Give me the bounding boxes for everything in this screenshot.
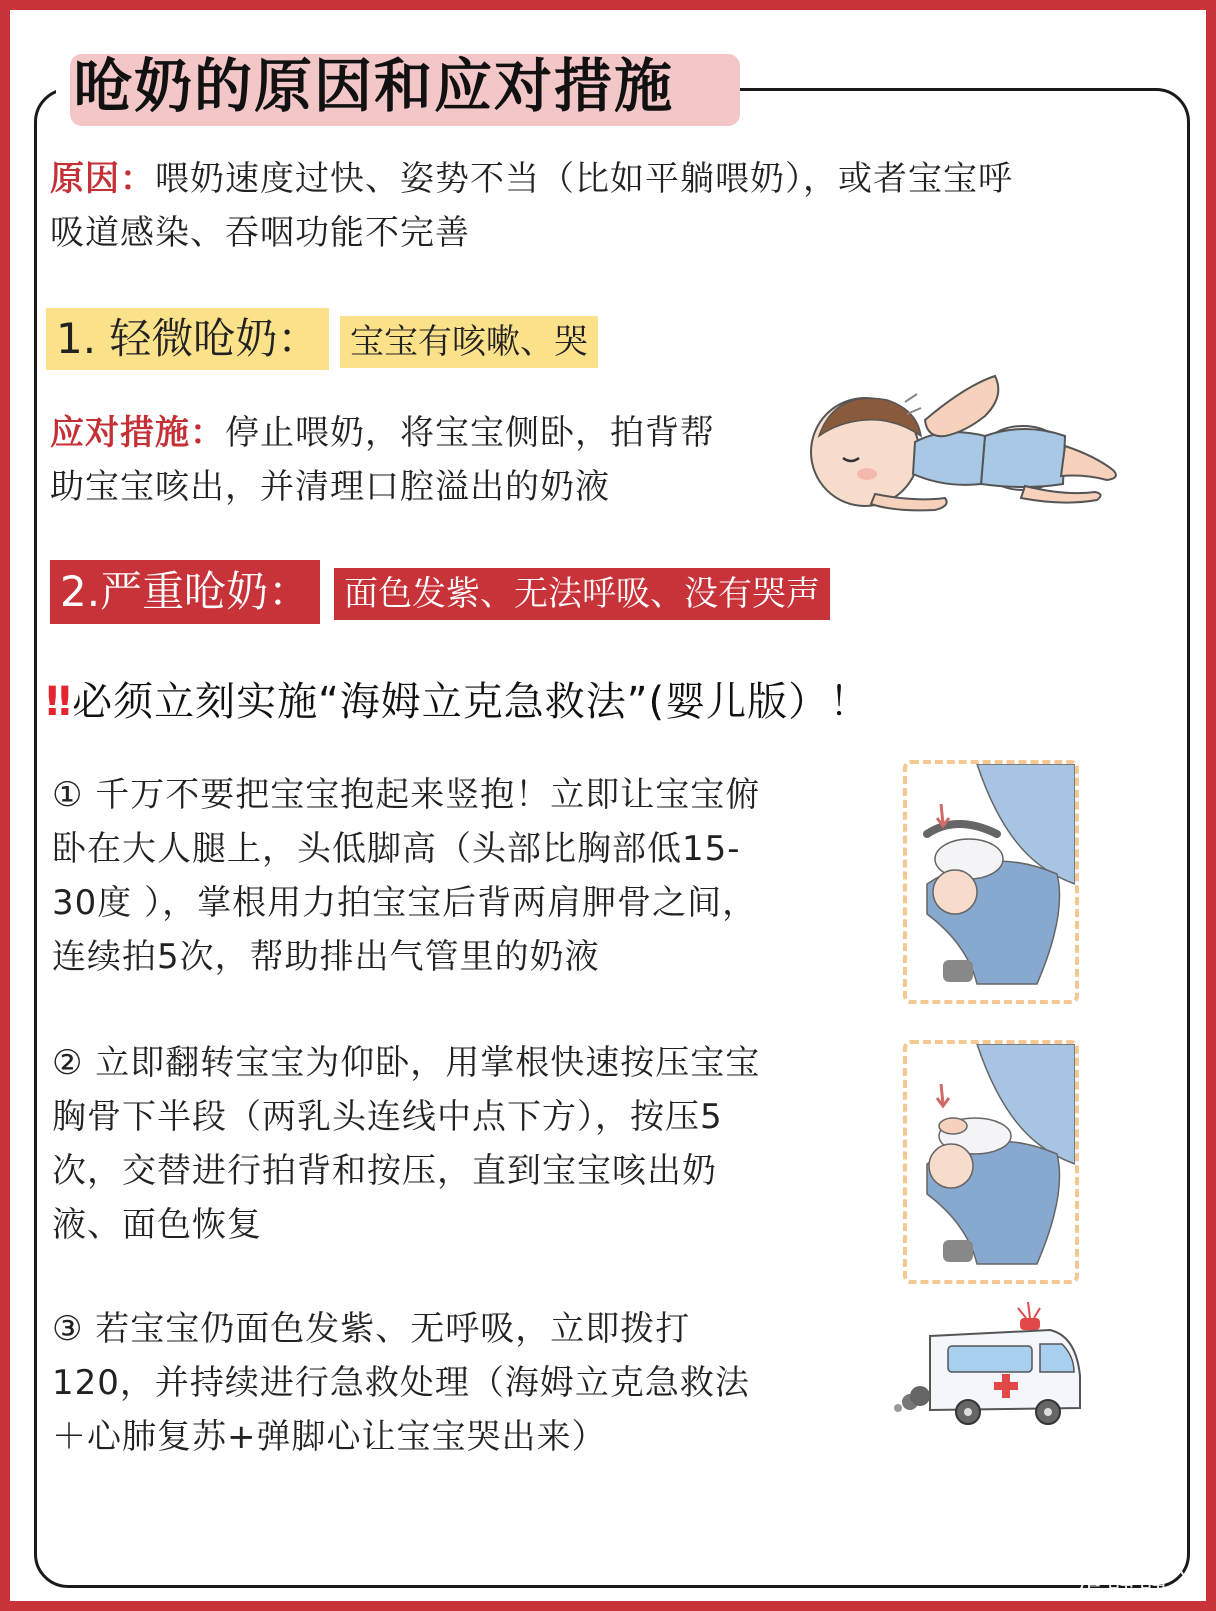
mild-measure-line-2: 助宝宝咳出，并清理口腔溢出的奶液 <box>50 467 610 507</box>
step-1-line: 卧在大人腿上，头低脚高（头部比胸部低15- <box>52 829 741 869</box>
severe-heading: 2.严重呛奶： <box>50 560 320 624</box>
mild-symptom-tag: 宝宝有咳嗽、哭 <box>340 316 598 368</box>
title-block <box>56 44 688 128</box>
back-slap-illustration <box>907 764 1075 1000</box>
back-slap-frame <box>903 760 1079 1004</box>
step-2-line: 胸骨下半段（两乳头连线中点下方），按压5 <box>52 1097 723 1137</box>
step-2-line: ② 立即翻转宝宝为仰卧，用掌根快速按压宝宝 <box>52 1043 761 1083</box>
chest-thrust-frame <box>903 1040 1079 1284</box>
cause-line-2: 吸道感染、吞咽功能不完善 <box>50 213 470 253</box>
step-1-line: 30度 ），掌根用力拍宝宝后背两肩胛骨之间， <box>52 883 758 923</box>
warning-text: 必须立刻实施“海姆立克急救法”(婴儿版）！ <box>72 679 871 725</box>
mild-heading: 1. 轻微呛奶： <box>46 308 329 370</box>
step-3-line: ＋心肺复苏+弹脚心让宝宝哭出来） <box>52 1417 607 1457</box>
mild-measure-line-1 <box>50 406 715 460</box>
page <box>10 10 1206 1601</box>
step-1-line: ① 千万不要把宝宝抱起来竖抱！立即让宝宝俯 <box>52 775 761 815</box>
warning-icon: ‼ <box>46 679 73 725</box>
cause-text-1: 喂奶速度过快、姿势不当（比如平躺喂奶），或者宝宝呼 <box>155 159 1013 199</box>
step-2-line: 次，交替进行拍背和按压，直到宝宝咳出奶 <box>52 1151 717 1191</box>
chest-thrust-illustration <box>907 1044 1075 1280</box>
step-3-line: 120，并持续进行急救处理（海姆立克急救法 <box>52 1363 750 1403</box>
sleeping-baby-icon <box>795 366 1135 526</box>
page-title: 呛奶的原因和应对措施 <box>74 52 675 120</box>
measure-label: 应对措施： <box>50 413 225 453</box>
warning-line <box>46 670 870 734</box>
watermark: 是静静丫 <box>1074 1565 1202 1600</box>
severe-symptom-tag: 面色发紫、无法呼吸、没有哭声 <box>334 568 830 620</box>
cause-label: 原因： <box>50 159 155 199</box>
step-2-line: 液、面色恢复 <box>52 1205 262 1245</box>
ambulance-icon <box>890 1296 1100 1446</box>
step-3-line: ③ 若宝宝仍面色发紫、无呼吸，立即拨打 <box>52 1309 691 1349</box>
cause-line-1 <box>50 152 1160 206</box>
mild-measure-text-1: 停止喂奶，将宝宝侧卧，拍背帮 <box>225 413 715 453</box>
step-1-line: 连续拍5次，帮助排出气管里的奶液 <box>52 937 600 977</box>
